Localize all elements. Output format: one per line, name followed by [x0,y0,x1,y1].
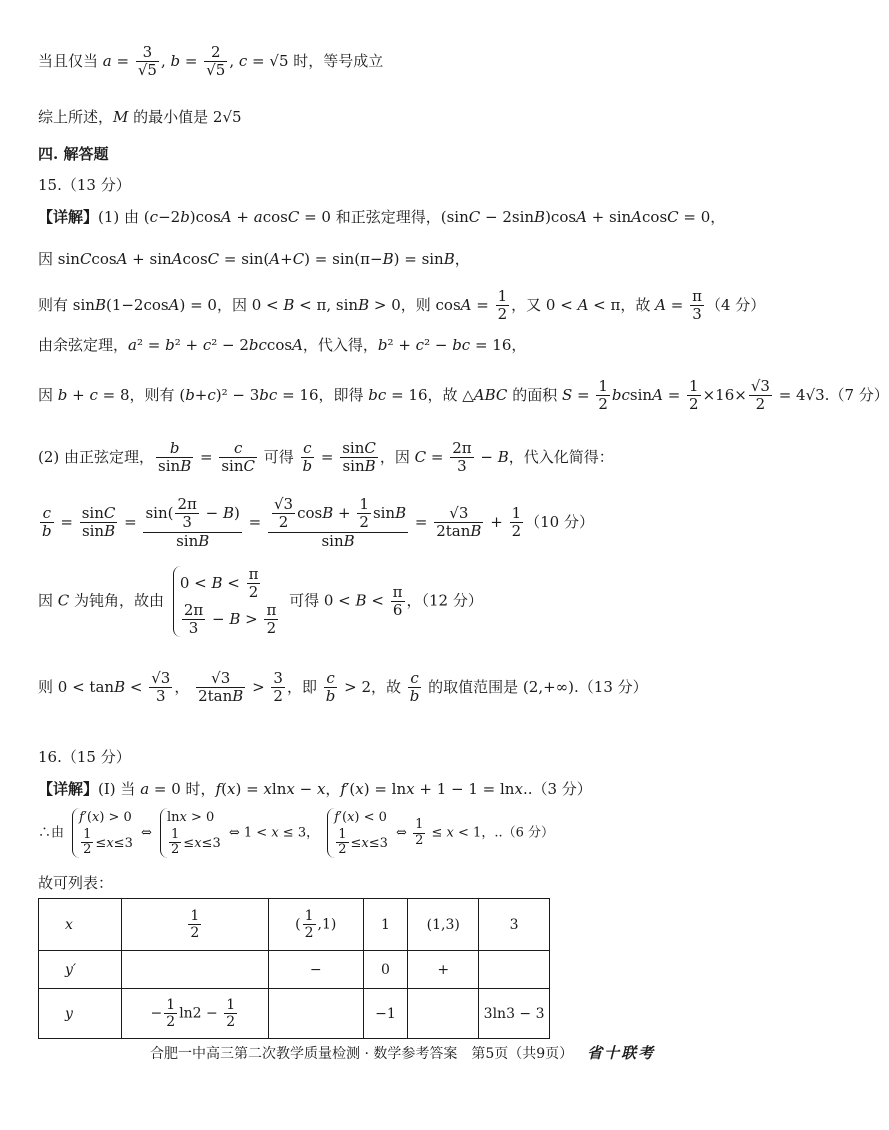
table-cell: x [39,899,122,951]
footer-text: 合肥一中高三第二次教学质量检测 · 数学参考答案 第5页（共9页） [150,1046,574,1062]
table-cell: − [268,951,363,989]
table-cell: + [408,951,479,989]
table-cell: ( $\frac{1}{2}$ ,1) [268,899,363,951]
q15-line-4: 由余弦定理，a² = b² + c² − 2bccosA，代入得，b² + c² − bc = 16， [38,336,527,354]
q15-line-3: 则有 sinB(1−2cosA) = 0，因 0 < B < π, sinB > 0，则 cosA = $\frac{1}{2}$ ，又 0 < A < π，故 A = $\frac{\pi}{3}$ （4 分） [38,287,766,324]
q15-line-1: 【详解】(1) 由 (c−2b)cosA + acosC = 0 和正弦定理得，(sinC − 2sinB)cosA + sinAcosC = 0， [38,208,726,226]
q16-line-3: 故可列表： [38,874,114,892]
q15-line-2: 因 sinCcosA + sinAcosC = sin(A+C) = sin(π−B) = sinB， [38,250,470,268]
section-title: 四. 解答题 [38,145,109,163]
table-cell: 0 [363,951,408,989]
q15-line-6: (2) 由正弦定理， $\frac{b}{\sin B}$ = $\frac{c}{\sin C}$ 可得 $\frac{c}{b}$ = $\frac{\sin C}{\sin B}$ ，因 C = $\frac{2\pi}{3}$ − B，代入化简得： [38,439,614,476]
q15-header: 15.（13 分） [38,176,131,194]
q15-line-9: 则 0 < tanB < $\frac{√3}{3}$ ， $\frac{√3}{2\tan B}$ > $\frac{3}{2}$ ，即 $\frac{c}{b}$ > 2，故 $\frac{c}{b}$ 的取值范围是 (2,+∞).（13 分） [38,669,648,706]
table-cell: (1,3) [408,899,479,951]
q15-line-5: 因 b + c = 8，则有 (b+c)² − 3bc = 16，即得 bc = 16，故 △ABC 的面积 S = $\frac{1}{2}$ bcsinA = $\frac{1}{2}$ ×16× $\frac{√3}{2}$ = 4√3.（7 分） [38,377,889,414]
table-cell [121,951,268,989]
table-cell [268,989,363,1039]
table-cell: 1 [363,899,408,951]
q15-line-8: 因 C 为钝角，故由 0 < B < $\frac{\pi}{2}$ $\frac{2\pi}{3}$ − B > $\frac{\pi}{2}$ 可得 0 < B < $\frac{\pi}{6}$ ，（12 分） [38,565,483,637]
table-cell: 3ln3 − 3 [479,989,550,1039]
table-cell: −1 [363,989,408,1039]
table-cell: $\frac{1}{2}$ [121,899,268,951]
q16-line-1: 【详解】(Ⅰ) 当 a = 0 时，f(x) = xlnx − x，f′(x) = lnx + 1 − 1 = lnx..（3 分） [38,780,592,798]
summary-line: 综上所述，M 的最小值是 2√5 [38,108,242,126]
q16-header: 16.（15 分） [38,748,131,766]
table-row [39,899,550,951]
q16-line-2: ∴由 f′(x) > 0 $\frac{1}{2}$ ≤x≤3 ⇔ lnx > 0 $\frac{1}{2}$ ≤x≤3 ⇔ 1 < x ≤ 3， f′(x) < 0 $\frac{1}{2}$ ≤x≤3 ⇔ $\frac{1}{2}$ ≤ x < 1，..（6 分） [38,810,554,858]
footer-stamp: 省十联考 [587,1044,656,1062]
table-row [39,989,550,1039]
table-row [39,951,550,989]
page-footer [150,1042,655,1063]
table-cell: y [39,989,122,1039]
table-cell: − $\frac{1}{2}$ ln2 − $\frac{1}{2}$ [121,989,268,1039]
value-table [38,898,550,1039]
table-cell: 3 [479,899,550,951]
q15-line-7: $\frac{c}{b}$ = $\frac{\sin C}{\sin B}$ = sin( $\frac{2\pi}{3}$ − B) sinB = $\frac{√3}{2}$ cosB + $\frac{1}{2}$ sinB sinB = $\frac{√3}{2\tan B}$ + $\frac{1}{2}$ （10 分） [42,495,594,550]
table-cell [408,989,479,1039]
equality-condition-line: 当且仅当 a = $\frac{3}{√5}$ , b = $\frac{2}{√5}$ , c = √5 时，等号成立 [38,43,384,80]
table-cell [479,951,550,989]
table-cell: y′ [39,951,122,989]
